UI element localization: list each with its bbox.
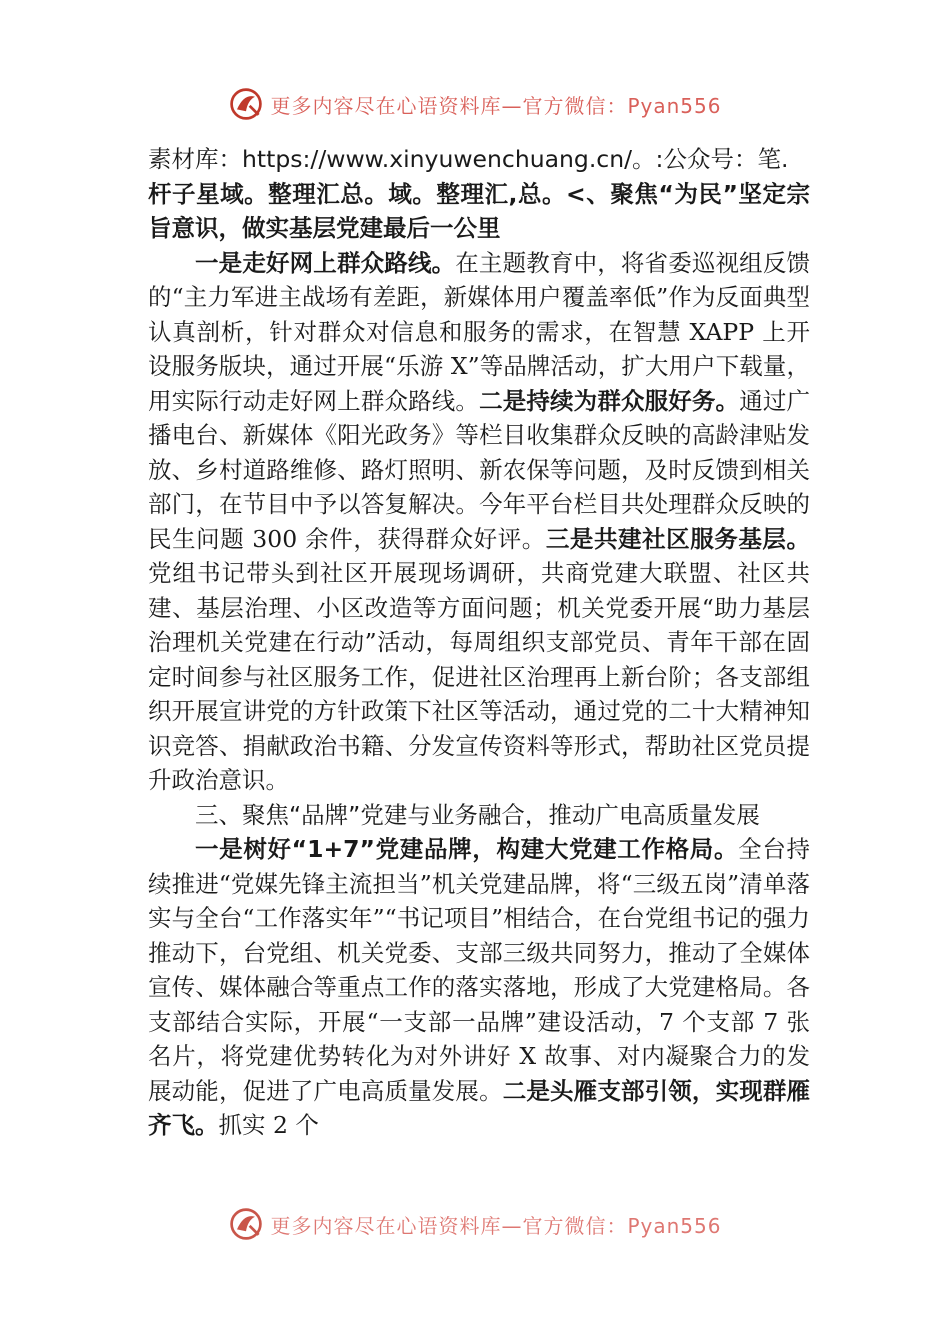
point-2-text: 通过广播电台、新媒体《阳光政务》等栏目收集群众反映的高龄津贴发放、乡村道路维修、路灯照明、新农保等问题，及时反馈到相关部门，在节目中予以答复解决。今年平台栏目共处理群众反映的民生问题 300 余件，获得群众好评。 (148, 386, 810, 553)
watermark-text: 更多内容尽在心语资料库—官方微信：Pyan556 (270, 1213, 722, 1238)
intro-line-1: 素材库：https://www.xinyuwenchuang.cn/。:公众号：笔. (148, 145, 789, 173)
point-2-title: 二是持续为群众服好务。 (479, 386, 740, 415)
brand-point-2-text: 抓实 2 个 (218, 1111, 319, 1139)
watermark-footer (0, 1204, 950, 1244)
point-1-text: 在主题教育中，将省委巡视组反馈的“主力军进主战场有差距，新媒体用户覆盖率低”作为反面典型认真剖析，针对群众对信息和服务的需求，在智慧 XAPP 上开设服务版块，通过开展“乐游 X”等品牌活动，扩大用户下载量，用实际行动走好网上群众路线。 (148, 248, 810, 415)
paragraph-2 (148, 832, 810, 1143)
document-body (148, 142, 810, 1200)
watermark-text: 更多内容尽在心语资料库—官方微信：Pyan556 (270, 93, 722, 118)
section-heading-2: 杆子星域。整理汇总。域。整理汇,总。<、聚焦“为民”坚定宗旨意识，做实基层党建最后一公里 (148, 179, 810, 242)
brand-point-1-title: 一是树好“1+7”党建品牌，构建大党建工作格局。 (195, 835, 739, 863)
watermark-header (0, 84, 950, 124)
point-3-text: 党组书记带头到社区开展现场调研，共商党建大联盟、社区共建、基层治理、小区改造等方面问题；机关党委开展“助力基层治理机关党建在行动”活动，每周组织支部党员、青年干部在固定时间参与社区服务工作，促进社区治理再上新台阶；各支部组织开展宣讲党的方针政策下社区等活动，通过党的二十大精神知识竞答、捐献政治书籍、分发宣传资料等形式，帮助社区党员提升政治意识。 (148, 559, 810, 794)
brand-point-2-title: 二是头雁支部引领，实现群雁齐飞。 (148, 1076, 810, 1139)
point-1-title: 一是走好网上群众路线。 (195, 248, 456, 277)
section-heading-3: 三、聚焦“品牌”党建与业务融合，推动广电高质量发展 (195, 800, 760, 829)
point-3-title: 三是共建社区服务基层。 (545, 524, 810, 553)
logo-icon (228, 1206, 264, 1242)
page-text (148, 142, 810, 1200)
brand-point-1-text: 全台持续推进“党媒先锋主流担当”机关党建品牌，将“三级五岗”清单落实与全台“工作落实年”“书记项目”相结合，在台党组书记的强力推动下，台党组、机关党委、支部三级共同努力，推动了全媒体宣传、媒体融合等重点工作的落实落地，形成了大党建格局。各支部结合实际，开展“一支部一品牌”建设活动，7 个支部 7 张名片，将党建优势转化为对外讲好 X 故事、对内凝聚合力的发展动能，促进了广电高质量发展。 (148, 835, 810, 1105)
paragraph-1 (148, 246, 810, 798)
logo-icon (228, 86, 264, 122)
